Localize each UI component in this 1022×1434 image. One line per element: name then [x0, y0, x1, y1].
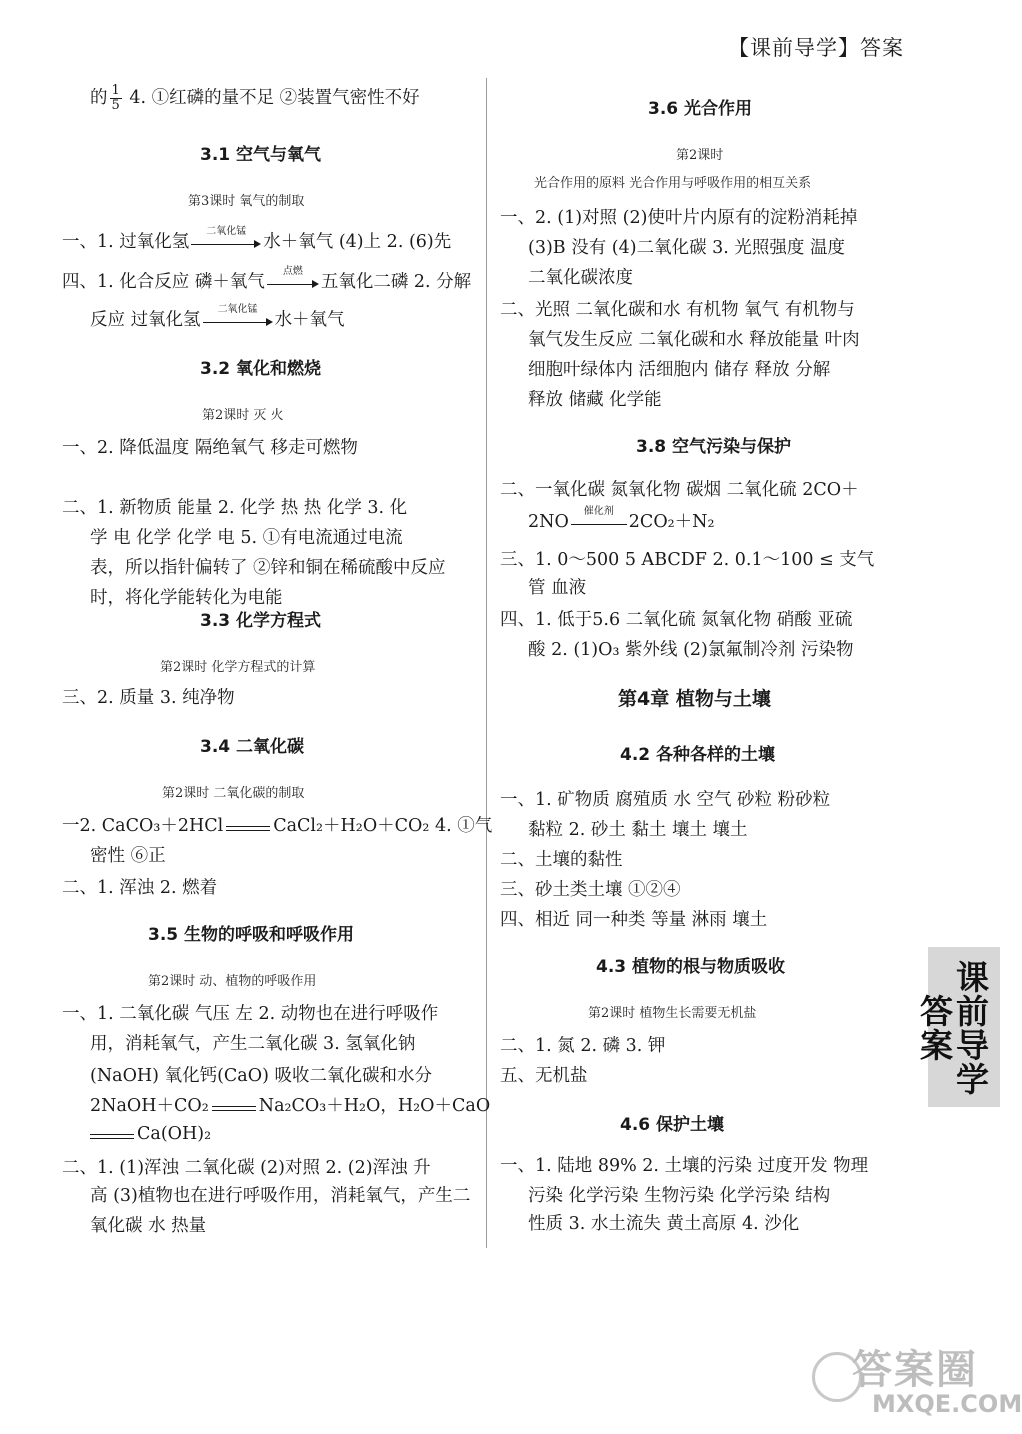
answer-line: 五、无机盐	[500, 1066, 588, 1086]
answer-line: 二氧化碳浓度	[528, 268, 633, 288]
page-header: 【课前导学】答案	[728, 36, 904, 60]
watermark-title: 答案圈	[852, 1347, 978, 1393]
answer-line: 性质 3. 水土流失 黄土高原 4. 沙化	[528, 1214, 800, 1234]
section-title: 3.6 光合作用	[648, 99, 753, 119]
fraction: $\frac{1}{5}$	[111, 83, 120, 113]
answer-line: 2NO 催化剂 2CO₂＋N₂	[528, 505, 715, 532]
lesson-topics: 光合作用的原料 光合作用与呼吸作用的相互关系	[534, 176, 812, 191]
reaction-arrow: 二氧化锰	[203, 310, 273, 332]
section-title: 4.6 保护土壤	[620, 1115, 725, 1135]
answer-line: 表，所以指针偏转了 ②锌和铜在稀硫酸中反应	[90, 558, 446, 578]
answer-line: 时，将化学能转化为电能	[90, 588, 283, 608]
equals-sign	[212, 1097, 256, 1117]
answer-line: 一、1. 陆地 89% 2. 土壤的污染 过度开发 物理	[500, 1156, 869, 1176]
answer-line: 四、相近 同一种类 等量 淋雨 壤土	[500, 910, 768, 930]
section-title: 4.3 植物的根与物质吸收	[596, 957, 786, 977]
section-title: 3.2 氧化和燃烧	[200, 359, 322, 379]
answer-line: 一、2. 降低温度 隔绝氧气 移走可燃物	[62, 438, 358, 458]
answer-line: Ca(OH)₂	[90, 1122, 211, 1146]
answer-line: 污染 化学污染 生物污染 化学污染 结构	[528, 1186, 831, 1206]
reaction-line: 催化剂	[571, 512, 627, 534]
reaction-arrow: 点燃	[267, 272, 319, 294]
section-title: 3.1 空气与氧气	[200, 145, 322, 165]
answer-line: 细胞叶绿体内 活细胞内 储存 释放 分解	[528, 360, 831, 380]
lesson-subtitle: 第2课时 化学方程式的计算	[160, 660, 316, 675]
lesson-subtitle: 第2课时	[676, 148, 724, 163]
answer-line: 氧气发生反应 二氧化碳和水 释放能量 叶肉	[528, 330, 860, 350]
lesson-subtitle: 第2课时 灭 火	[202, 408, 284, 423]
side-tab-label: 课前导学答案	[915, 959, 990, 1096]
answer-line: 三、砂土类土壤 ①②④	[500, 880, 681, 900]
answer-line: 二、光照 二氧化碳和水 有机物 氧气 有机物与	[500, 300, 855, 320]
side-tab	[915, 947, 1000, 1107]
column-divider	[486, 78, 487, 1248]
answer-line: 反应 过氧化氢 二氧化锰 水＋氧气	[90, 303, 345, 330]
answer-line: 二、1. (1)浑浊 二氧化碳 (2)对照 2. (2)浑浊 升	[62, 1158, 431, 1178]
section-title: 3.5 生物的呼吸和呼吸作用	[148, 925, 355, 945]
answer-line: 三、1. 0～500 5 ABCDF 2. 0.1～100 ≤ 支气	[500, 550, 875, 570]
answer-line: 一2. CaCO₃＋2HCl CaCl₂＋H₂O＋CO₂ 4. ①气	[62, 816, 493, 836]
answer-line: 二、1. 新物质 能量 2. 化学 热 热 化学 3. 化	[62, 498, 408, 518]
lesson-subtitle: 第3课时 氧气的制取	[188, 194, 305, 209]
answer-line: 的 $\frac{1}{5}$ 4. ①红磷的量不足 ②装置气密性不好	[90, 83, 420, 113]
section-title: 4.2 各种各样的土壤	[620, 745, 776, 765]
answer-line: 密性 ⑥正	[90, 846, 166, 866]
equals-sign	[90, 1125, 134, 1145]
answer-line: 一、2. (1)对照 (2)使叶片内原有的淀粉消耗掉	[500, 208, 858, 228]
answer-line: 四、1. 低于5.6 二氧化硫 氮氧化物 硝酸 亚硫	[500, 610, 853, 630]
answer-line: (NaOH) 氧化钙(CaO) 吸收二氧化碳和水分	[90, 1066, 432, 1086]
answer-line: 一、1. 过氧化氢 二氧化锰 水＋氧气 (4)上 2. (6)先	[62, 225, 452, 252]
answer-line: 二、1. 浑浊 2. 燃着	[62, 878, 218, 898]
chapter-title: 第4章 植物与土壤	[618, 688, 771, 710]
answer-line: 一、1. 矿物质 腐殖质 水 空气 砂粒 粉砂粒	[500, 790, 831, 810]
answer-line: 黏粒 2. 砂土 黏土 壤土 壤土	[528, 820, 748, 840]
reaction-arrow: 二氧化锰	[191, 232, 261, 254]
answer-line: 三、2. 质量 3. 纯净物	[62, 688, 235, 708]
answer-line: 用，消耗氧气，产生二氧化碳 3. 氢氧化钠	[90, 1034, 416, 1054]
answer-line: 一、1. 二氧化碳 气压 左 2. 动物也在进行呼吸作	[62, 1004, 439, 1024]
answer-line: 酸 2. (1)O₃ 紫外线 (2)氯氟制冷剂 污染物	[528, 640, 854, 660]
lesson-subtitle: 第2课时 动、植物的呼吸作用	[148, 974, 317, 989]
answer-line: 二、1. 氮 2. 磷 3. 钾	[500, 1036, 666, 1056]
answer-line: 2NaOH＋CO₂ Na₂CO₃＋H₂O，H₂O＋CaO	[90, 1096, 491, 1116]
lesson-subtitle: 第2课时 二氧化碳的制取	[162, 786, 305, 801]
answer-line: 四、1. 化合反应 磷＋氧气 点燃 五氧化二磷 2. 分解	[62, 265, 472, 292]
answer-line: 管 血液	[528, 578, 587, 598]
answer-line: 二、一氧化碳 氮氧化物 碳烟 二氧化硫 2CO＋	[500, 480, 859, 500]
section-title: 3.8 空气污染与保护	[636, 437, 792, 457]
watermark-url: MXQE.COM	[872, 1390, 1022, 1418]
answer-line: (3)B 没有 (4)二氧化碳 3. 光照强度 温度	[528, 238, 845, 258]
watermark	[812, 1336, 1022, 1426]
section-title: 3.4 二氧化碳	[200, 737, 305, 757]
answer-line: 二、土壤的黏性	[500, 850, 623, 870]
answer-line: 氧化碳 水 热量	[90, 1216, 207, 1236]
lesson-subtitle: 第2课时 植物生长需要无机盐	[588, 1006, 757, 1021]
answer-line: 释放 储藏 化学能	[528, 390, 662, 410]
answer-line: 学 电 化学 化学 电 5. ①有电流通过电流	[90, 528, 403, 548]
answer-line: 高 (3)植物也在进行呼吸作用，消耗氧气，产生二	[90, 1186, 471, 1206]
equals-sign	[226, 817, 270, 837]
section-title: 3.3 化学方程式	[200, 611, 322, 631]
